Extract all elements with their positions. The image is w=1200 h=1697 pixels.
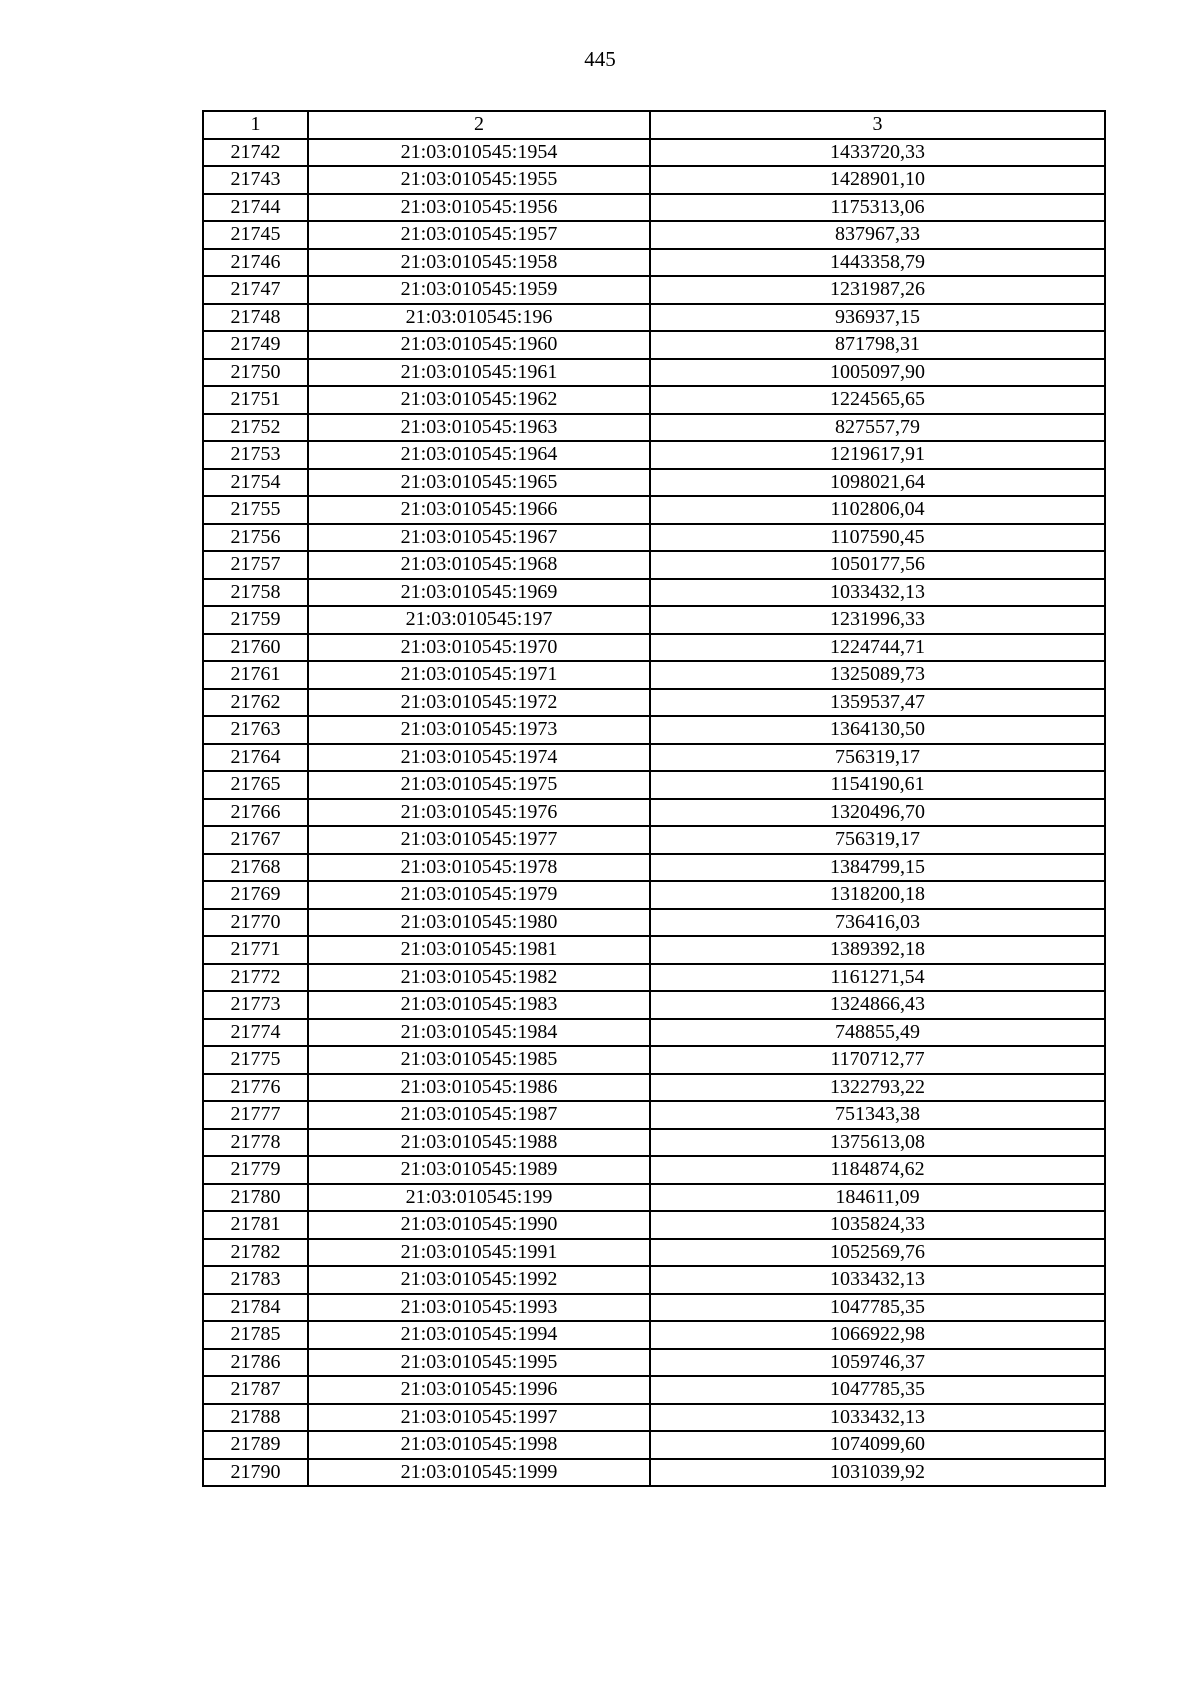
cadastral-number-cell: 21:03:010545:1999: [308, 1459, 650, 1487]
row-number-cell: 21787: [203, 1376, 308, 1404]
table-row: [203, 1459, 1105, 1487]
cadastral-value-cell: 1224565,65: [650, 386, 1105, 414]
cadastral-number-cell: 21:03:010545:1976: [308, 799, 650, 827]
row-number-cell: 21755: [203, 496, 308, 524]
table-row: [203, 1046, 1105, 1074]
table-header: [203, 111, 1105, 139]
cadastral-value-cell: 1154190,61: [650, 771, 1105, 799]
row-number-cell: 21786: [203, 1349, 308, 1377]
cadastral-value-cell: 736416,03: [650, 909, 1105, 937]
table-row: [203, 1239, 1105, 1267]
cadastral-number-cell: 21:03:010545:1982: [308, 964, 650, 992]
cadastral-number-cell: 21:03:010545:1960: [308, 331, 650, 359]
row-number-cell: 21782: [203, 1239, 308, 1267]
cadastral-value-cell: 1224744,71: [650, 634, 1105, 662]
cadastral-value-cell: 1161271,54: [650, 964, 1105, 992]
cadastral-value-cell: 1175313,06: [650, 194, 1105, 222]
row-number-cell: 21790: [203, 1459, 308, 1487]
table-row: [203, 634, 1105, 662]
table-row: [203, 551, 1105, 579]
cadastral-value-table: [202, 110, 1106, 1487]
cadastral-number-cell: 21:03:010545:1989: [308, 1156, 650, 1184]
cadastral-value-cell: 871798,31: [650, 331, 1105, 359]
cadastral-number-cell: 21:03:010545:1988: [308, 1129, 650, 1157]
cadastral-value-cell: 1047785,35: [650, 1294, 1105, 1322]
cadastral-number-cell: 21:03:010545:1996: [308, 1376, 650, 1404]
cadastral-value-cell: 1059746,37: [650, 1349, 1105, 1377]
row-number-cell: 21744: [203, 194, 308, 222]
table-row: [203, 936, 1105, 964]
cadastral-number-cell: 21:03:010545:1985: [308, 1046, 650, 1074]
cadastral-value-cell: 1320496,70: [650, 799, 1105, 827]
cadastral-value-cell: 751343,38: [650, 1101, 1105, 1129]
cadastral-value-cell: 1375613,08: [650, 1129, 1105, 1157]
table-row: [203, 359, 1105, 387]
table-row: [203, 854, 1105, 882]
row-number-cell: 21747: [203, 276, 308, 304]
table-row: [203, 991, 1105, 1019]
table-row: [203, 716, 1105, 744]
cadastral-number-cell: 21:03:010545:1979: [308, 881, 650, 909]
table-row: [203, 276, 1105, 304]
cadastral-number-cell: 21:03:010545:1965: [308, 469, 650, 497]
cadastral-value-cell: 1231996,33: [650, 606, 1105, 634]
cadastral-number-cell: 21:03:010545:1975: [308, 771, 650, 799]
table-body: [203, 139, 1105, 1487]
cadastral-value-cell: 1443358,79: [650, 249, 1105, 277]
row-number-cell: 21780: [203, 1184, 308, 1212]
cadastral-value-cell: 1066922,98: [650, 1321, 1105, 1349]
cadastral-number-cell: 21:03:010545:1954: [308, 139, 650, 167]
row-number-cell: 21761: [203, 661, 308, 689]
cadastral-number-cell: 21:03:010545:1990: [308, 1211, 650, 1239]
table-row: [203, 661, 1105, 689]
table-row: [203, 524, 1105, 552]
cadastral-number-cell: 21:03:010545:196: [308, 304, 650, 332]
table-row: [203, 826, 1105, 854]
cadastral-number-cell: 21:03:010545:1984: [308, 1019, 650, 1047]
column-header-1: 1: [203, 111, 308, 139]
row-number-cell: 21789: [203, 1431, 308, 1459]
cadastral-value-cell: 1364130,50: [650, 716, 1105, 744]
cadastral-number-cell: 21:03:010545:1956: [308, 194, 650, 222]
cadastral-value-cell: 1318200,18: [650, 881, 1105, 909]
table-row: [203, 1129, 1105, 1157]
cadastral-number-cell: 21:03:010545:1994: [308, 1321, 650, 1349]
table-row: [203, 964, 1105, 992]
table-row: [203, 1074, 1105, 1102]
table-row: [203, 304, 1105, 332]
cadastral-value-cell: 837967,33: [650, 221, 1105, 249]
table-row: [203, 166, 1105, 194]
table-row: [203, 414, 1105, 442]
table-row: [203, 799, 1105, 827]
row-number-cell: 21745: [203, 221, 308, 249]
cadastral-number-cell: 21:03:010545:1973: [308, 716, 650, 744]
row-number-cell: 21746: [203, 249, 308, 277]
row-number-cell: 21758: [203, 579, 308, 607]
cadastral-value-cell: 748855,49: [650, 1019, 1105, 1047]
cadastral-number-cell: 21:03:010545:199: [308, 1184, 650, 1212]
table-row: [203, 1349, 1105, 1377]
row-number-cell: 21774: [203, 1019, 308, 1047]
cadastral-value-cell: 827557,79: [650, 414, 1105, 442]
row-number-cell: 21751: [203, 386, 308, 414]
table-row: [203, 1019, 1105, 1047]
row-number-cell: 21763: [203, 716, 308, 744]
row-number-cell: 21752: [203, 414, 308, 442]
cadastral-value-cell: 1325089,73: [650, 661, 1105, 689]
row-number-cell: 21766: [203, 799, 308, 827]
row-number-cell: 21771: [203, 936, 308, 964]
table-row: [203, 249, 1105, 277]
table-row: [203, 1184, 1105, 1212]
row-number-cell: 21768: [203, 854, 308, 882]
cadastral-number-cell: 21:03:010545:1963: [308, 414, 650, 442]
page-number: 445: [584, 47, 616, 71]
row-number-cell: 21778: [203, 1129, 308, 1157]
table-row: [203, 1156, 1105, 1184]
cadastral-value-cell: 1102806,04: [650, 496, 1105, 524]
row-number-cell: 21764: [203, 744, 308, 772]
cadastral-number-cell: 21:03:010545:1955: [308, 166, 650, 194]
cadastral-number-cell: 21:03:010545:1970: [308, 634, 650, 662]
cadastral-number-cell: 21:03:010545:1971: [308, 661, 650, 689]
cadastral-number-cell: 21:03:010545:197: [308, 606, 650, 634]
row-number-cell: 21784: [203, 1294, 308, 1322]
cadastral-value-cell: 1322793,22: [650, 1074, 1105, 1102]
table-row: [203, 496, 1105, 524]
cadastral-value-cell: 1052569,76: [650, 1239, 1105, 1267]
row-number-cell: 21781: [203, 1211, 308, 1239]
cadastral-number-cell: 21:03:010545:1978: [308, 854, 650, 882]
row-number-cell: 21767: [203, 826, 308, 854]
table-row: [203, 771, 1105, 799]
table-row: [203, 1404, 1105, 1432]
cadastral-value-cell: 1033432,13: [650, 1404, 1105, 1432]
row-number-cell: 21770: [203, 909, 308, 937]
table-row: [203, 1101, 1105, 1129]
row-number-cell: 21772: [203, 964, 308, 992]
header-row: [203, 111, 1105, 139]
cadastral-value-cell: 936937,15: [650, 304, 1105, 332]
table-row: [203, 579, 1105, 607]
column-header-3: 3: [650, 111, 1105, 139]
cadastral-value-cell: 1033432,13: [650, 1266, 1105, 1294]
cadastral-number-cell: 21:03:010545:1957: [308, 221, 650, 249]
table-row: [203, 1376, 1105, 1404]
table-row: [203, 909, 1105, 937]
table-row: [203, 441, 1105, 469]
cadastral-value-cell: 756319,17: [650, 826, 1105, 854]
cadastral-value-cell: 1359537,47: [650, 689, 1105, 717]
cadastral-value-cell: 1170712,77: [650, 1046, 1105, 1074]
row-number-cell: 21753: [203, 441, 308, 469]
cadastral-number-cell: 21:03:010545:1969: [308, 579, 650, 607]
cadastral-number-cell: 21:03:010545:1997: [308, 1404, 650, 1432]
cadastral-number-cell: 21:03:010545:1977: [308, 826, 650, 854]
cadastral-number-cell: 21:03:010545:1961: [308, 359, 650, 387]
row-number-cell: 21742: [203, 139, 308, 167]
row-number-cell: 21777: [203, 1101, 308, 1129]
table-row: [203, 881, 1105, 909]
table-row: [203, 1211, 1105, 1239]
cadastral-number-cell: 21:03:010545:1995: [308, 1349, 650, 1377]
row-number-cell: 21756: [203, 524, 308, 552]
row-number-cell: 21779: [203, 1156, 308, 1184]
row-number-cell: 21762: [203, 689, 308, 717]
cadastral-value-cell: 184611,09: [650, 1184, 1105, 1212]
table-row: [203, 744, 1105, 772]
table-row: [203, 606, 1105, 634]
cadastral-number-cell: 21:03:010545:1998: [308, 1431, 650, 1459]
cadastral-number-cell: 21:03:010545:1992: [308, 1266, 650, 1294]
cadastral-value-cell: 1428901,10: [650, 166, 1105, 194]
cadastral-number-cell: 21:03:010545:1972: [308, 689, 650, 717]
cadastral-number-cell: 21:03:010545:1968: [308, 551, 650, 579]
row-number-cell: 21773: [203, 991, 308, 1019]
cadastral-value-cell: 1005097,90: [650, 359, 1105, 387]
table-row: [203, 689, 1105, 717]
cadastral-value-cell: 1098021,64: [650, 469, 1105, 497]
cadastral-number-cell: 21:03:010545:1980: [308, 909, 650, 937]
table-row: [203, 139, 1105, 167]
cadastral-number-cell: 21:03:010545:1959: [308, 276, 650, 304]
cadastral-number-cell: 21:03:010545:1962: [308, 386, 650, 414]
table-row: [203, 1431, 1105, 1459]
row-number-cell: 21788: [203, 1404, 308, 1432]
table-row: [203, 1294, 1105, 1322]
row-number-cell: 21750: [203, 359, 308, 387]
table-row: [203, 1266, 1105, 1294]
cadastral-value-cell: 1074099,60: [650, 1431, 1105, 1459]
row-number-cell: 21757: [203, 551, 308, 579]
cadastral-value-cell: 1050177,56: [650, 551, 1105, 579]
cadastral-number-cell: 21:03:010545:1986: [308, 1074, 650, 1102]
cadastral-number-cell: 21:03:010545:1964: [308, 441, 650, 469]
cadastral-value-cell: 1031039,92: [650, 1459, 1105, 1487]
row-number-cell: 21760: [203, 634, 308, 662]
cadastral-number-cell: 21:03:010545:1981: [308, 936, 650, 964]
cadastral-number-cell: 21:03:010545:1987: [308, 1101, 650, 1129]
cadastral-value-cell: 1035824,33: [650, 1211, 1105, 1239]
table-row: [203, 1321, 1105, 1349]
table-row: [203, 194, 1105, 222]
row-number-cell: 21783: [203, 1266, 308, 1294]
cadastral-number-cell: 21:03:010545:1966: [308, 496, 650, 524]
cadastral-value-cell: 1184874,62: [650, 1156, 1105, 1184]
column-header-2: 2: [308, 111, 650, 139]
table-row: [203, 469, 1105, 497]
cadastral-value-cell: 1107590,45: [650, 524, 1105, 552]
cadastral-number-cell: 21:03:010545:1991: [308, 1239, 650, 1267]
cadastral-value-cell: 1047785,35: [650, 1376, 1105, 1404]
row-number-cell: 21769: [203, 881, 308, 909]
cadastral-number-cell: 21:03:010545:1993: [308, 1294, 650, 1322]
cadastral-value-cell: 756319,17: [650, 744, 1105, 772]
cadastral-number-cell: 21:03:010545:1983: [308, 991, 650, 1019]
cadastral-number-cell: 21:03:010545:1967: [308, 524, 650, 552]
cadastral-number-cell: 21:03:010545:1958: [308, 249, 650, 277]
cadastral-value-cell: 1033432,13: [650, 579, 1105, 607]
row-number-cell: 21759: [203, 606, 308, 634]
cadastral-value-cell: 1384799,15: [650, 854, 1105, 882]
row-number-cell: 21754: [203, 469, 308, 497]
table-row: [203, 331, 1105, 359]
row-number-cell: 21749: [203, 331, 308, 359]
row-number-cell: 21743: [203, 166, 308, 194]
row-number-cell: 21748: [203, 304, 308, 332]
cadastral-number-cell: 21:03:010545:1974: [308, 744, 650, 772]
cadastral-value-cell: 1231987,26: [650, 276, 1105, 304]
cadastral-value-cell: 1433720,33: [650, 139, 1105, 167]
table-row: [203, 386, 1105, 414]
cadastral-value-cell: 1389392,18: [650, 936, 1105, 964]
table-row: [203, 221, 1105, 249]
row-number-cell: 21785: [203, 1321, 308, 1349]
row-number-cell: 21775: [203, 1046, 308, 1074]
row-number-cell: 21765: [203, 771, 308, 799]
cadastral-value-cell: 1324866,43: [650, 991, 1105, 1019]
row-number-cell: 21776: [203, 1074, 308, 1102]
cadastral-value-cell: 1219617,91: [650, 441, 1105, 469]
